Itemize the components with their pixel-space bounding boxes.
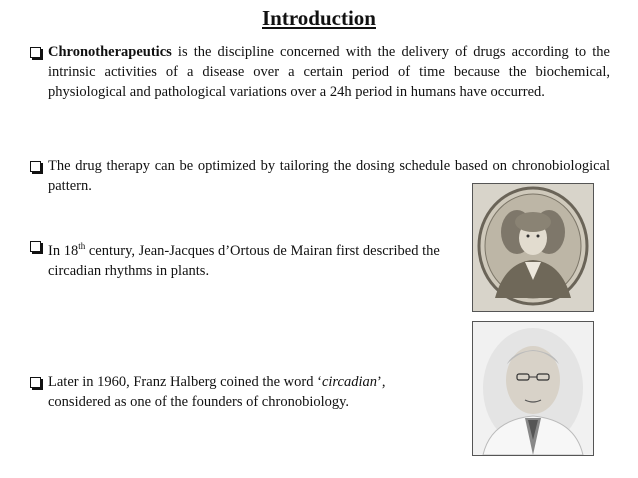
bullet-halberg [30,372,430,412]
bullet-text [48,236,460,281]
superscript: th [78,241,86,251]
portrait-mairan-image [472,183,594,312]
italic-term: circadian [321,374,377,390]
checkbox-bullet-icon [30,161,41,172]
bullet-body: ’, considered as one of the founders of chronobiology. [48,374,386,410]
bold-term: Chronotherapeutics [48,44,172,60]
bullet-body: century, Jean-Jacques d’Ortous de Mairan first described the circadian rhythms in plants. [48,242,440,279]
bullet-chronotherapeutics [30,42,610,102]
checkbox-bullet-icon [30,377,41,388]
portrait-halberg-image [472,321,594,456]
bullet-mairan [30,236,460,281]
bullet-body: Later in 1960, Franz Halberg coined the word ‘ [48,374,322,390]
bullet-text [48,42,610,102]
checkbox-bullet-icon [30,47,41,58]
bullet-body: is the discipline concerned with the delivery of drugs according to the intrinsic activities of a disease over a certain period of time because the biochemical, physiological and pathological variations over a 24h period in humans have occurred. [48,44,610,100]
checkbox-bullet-icon [30,241,41,252]
bullet-body: In 18 [48,242,79,259]
slide-title: Introduction [262,6,376,30]
bullet-text [48,372,430,412]
bullet-text: The drug therapy can be optimized by tailoring the dosing schedule based on chronobiological pattern. [48,158,610,194]
